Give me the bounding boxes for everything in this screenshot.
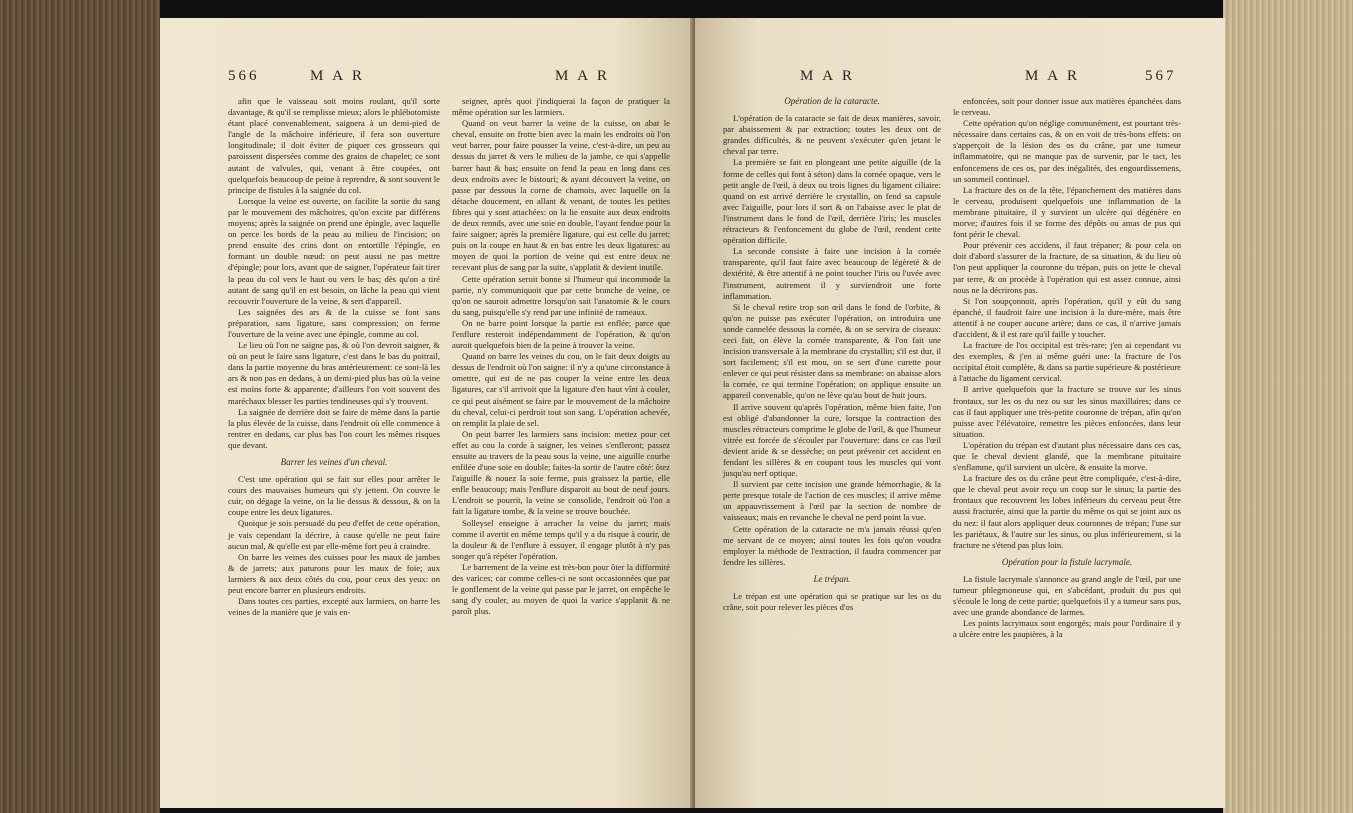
book-page-edges-left: [0, 0, 160, 813]
paragraph: afin que le vaisseau soit moins roulant, qu'il sorte davantage, & qu'il se remplisse mieux; alors le phlébotomiste étant placé convenablement, saignera à un demi-pied de l'angle de la mâchoire inférieure, il fera son ouverture longitudinale; il doit éviter de piquer ces grosseurs qui paroissent dispersées comme des grains de chapelet; ce sont autant de valvules, qui, venant à être coupées, ont quelquefois beaucoup de peine à reprendre, & sont souvent le principe de fistules à la saignée du col.: [228, 96, 440, 195]
book-page-edges-right: [1223, 0, 1353, 813]
paragraph: Quand on veut barrer la veine de la cuisse, on abat le cheval, ensuite on frotte bien avec la main les endroits où l'on veut barrer, pour faire pousser la veine, c'est-à-dire, un peu au dessus du jarret & vers le milieu de la jambe, ce qui s'appelle barrer haut & bas; ensuite on fend la peau en long dans ces deux endroits avec le bistouri; & ayant découvert la veine, on passe par dessous la corne de chamois, avec laquelle on la détache doucement, en allant & venant, de toutes les petites fibres qui y sont attachées: on la lie ensuite aux deux endroits de deux rennds, avec une soie en double, l'ayant fendue pour la faire saigner; après la première ligature, qui est celle du jarret; puis on la coupe en haut & en bas entre les deux ligatures: au moyen de quoi la portion de veine qui est entre deux ne recevant plus de sang par la suite, s'applatit & devient inutile.: [452, 118, 670, 273]
page-number-right: 567: [1145, 68, 1177, 84]
paragraph: Si l'on soupçonnoit, après l'opération, qu'il y eût du sang épanché, il faudroit faire une incision à la dure-mère, mais être attentif à ne couper aucune artère; dans ce cas, il n'arrive jamais d'accident, & il est rare qu'il faille y toucher.: [953, 295, 1181, 339]
paragraph: L'opération du trépan est d'autant plus nécessaire dans ces cas, que le cheval devient glandé, que la membrane pituitaire s'enflamme, qu'il survient un ulcère, & ensuite la morve.: [953, 439, 1181, 473]
paragraph: Solleysel enseigne à arracher la veine du jarret; mais comme il avertit en même temps qu'il y a du risque à courir, de la douleur & de l'enflure à essuyer, il engage plutôt à n'y pas songer qu'à répéter l'opération.: [452, 517, 670, 561]
paragraph: Le lieu où l'on ne saigne pas, & où l'on devroit saigner, & où on peut le faire sans ligature, c'est dans le bas du poitrail, dans la partie moyenne du bras antérieurement: ce sont-là les ars & non pas en dedans, à un demi-pied plus bas où la veine est moins forte & apparente; d'ailleurs l'on voit souvent des maréchaux blesser les parties tendineuses qui s'y trouvent.: [228, 340, 440, 406]
paragraph: Dans toutes ces parties, excepté aux larmiers, on barre les veines de la manière que je vais en-: [228, 596, 440, 618]
section-heading: Opération de la cataracte.: [784, 96, 880, 106]
paragraph: On barre les veines des cuisses pour les maux de jambes & de jarrets; aux paturons pour les maux de foie; aux larmiers & aux deux côtés du cou, pour ceux des yeux: on peut encore barrer en plusieurs endroits.: [228, 551, 440, 596]
paragraph: Il arrive quelquefois que la fracture se trouve sur les sinus frontaux, sur les os du nez ou sur les sinus maxillaires; dans ce cas il faut appliquer une très-petite couronne de trépan, afin qu'on puisse avec l'élévatoire, remettre les pièces enfoncées, dans leur situation.: [953, 384, 1181, 439]
paragraph: seigner, après quoi j'indiquerai la façon de pratiquer la même opération sur les larmiers.: [452, 96, 670, 118]
running-header-right-2: M A R: [1025, 68, 1081, 84]
paragraph: Le barrement de la veine est très-bon pour ôter la difformité des varices; car comme celles-ci ne sont occasionnées que par le gonflement de la veine qui passe par le jarret, on empêche le sang d'y couler, au moyen de quoi la varice s'applanit & ne paroît plus.: [452, 561, 670, 617]
left-page: [160, 18, 695, 808]
paragraph: La fracture de l'os occipital est très-rare; j'en ai cependant vu des exemples, & j'en ai même guéri une: la fracture de l'os occipital étoit complète, & dans sa partie supérieure & postérieure à l'attache du ligament cervical.: [953, 340, 1181, 384]
paragraph: Cette opération de la cataracte ne m'a jamais réussi qu'en me servant de ce moyen; ainsi toutes les fois qu'on voudra employer la méthode de l'extraction, il faudra commencer par fendre les sillères.: [723, 523, 941, 567]
running-header-left-2: M A R: [555, 68, 611, 84]
running-header-right-1: M A R: [800, 68, 856, 84]
paragraph: La seconde consiste à faire une incision à la cornée transparente, qu'il faut faire avec beaucoup de légèreté & de dextérité, & être attentif à ne point toucher l'iris ou l'uvée avec l'instrument, autrement il y surviendroit une forte inflammation.: [723, 246, 941, 301]
paragraph: Quoique je sois persuadé du peu d'effet de cette opération, je vais cependant la décrire, à cause qu'elle ne peut faire aucun mal, & qu'elle est par elle-même fort peu à craindre.: [228, 518, 440, 551]
section-heading: Opération pour la fistule lacrymale.: [1001, 556, 1133, 567]
paragraph: La fistule lacrymale s'annonce au grand angle de l'œil, par une tumeur phlegmoneuse qui, en s'abcédant, produit du pus qui s'écoule le long de cette partie; quelquefois il y a tumeur sans pus, avec une grande abondance de larmes.: [953, 573, 1181, 618]
section-heading: Le trépan.: [813, 573, 851, 584]
paragraph: La première se fait en plongeant une petite aiguille (de la forme de celles qui font à séton) dans la cornée opaque, vers le petit angle de l'œil, à deux ou trois lignes du ligament ciliaire: quand on est arrivé derrière le crystallin, on fend sa capsule avec l'aiguille, pour lors il sort & on l'abaisse avec le plat de l'instrument dans le fond de l'œil, derrière l'iris; les muscles rétracteurs & l'enfoncement du globe de l'œil, rendent cette opération difficile.: [723, 157, 941, 246]
right-page-column-1: [723, 96, 941, 613]
left-page-column-2: [452, 96, 670, 617]
paragraph: Le trépan est une opération qui se pratique sur les os du crâne, soit pour relever les pièces d'os: [723, 591, 941, 613]
paragraph: La saignée de derrière doit se faire de même dans la partie la plus élevée de la cuisse, dans l'endroit où elle commence à rentrer en dedans, car plus bas l'on court les mêmes risques que devant.: [228, 406, 440, 450]
paragraph: C'est une opération qui se fait sur elles pour arrêter le cours des mauvaises humeurs qui s'y jettent. On couvre le cuir, on dégage la veine, on la lie dessus & dessous, & on la coupe entre les deux ligatures.: [228, 474, 440, 518]
paragraph: On peut barrer les larmiers sans incision: mettez pour cet effet au cou la corde à saigner, les veines s'enfleront; passez ensuite au travers de la peau sous la veine, une aiguille courbe enfilée d'une soie en double; faites-la sortir de l'autre côté: ôtez l'aiguille & nouez la soie ferme, puis graissez la partie, elle enfle beaucoup; mais l'enflure disparoit au bout de neuf jours. L'endroit se pourrit, la veine se consolide, l'endroit où l'on a fait la ligature tombe, & la veine se trouve bouchée.: [452, 428, 670, 517]
right-page-column-2: [953, 96, 1181, 641]
page-number-left: 566: [228, 68, 260, 84]
paragraph: Si le cheval retire trop son œil dans le fond de l'orbite, & qu'on ne puisse pas exécuter l'opération, on introduira une sonde cannelée dessous la cornée, & on se servira de ciseaux: ceci fait, on élève la cornée transparente, & l'on fait une incision transversale à la membrane du crystallin; s'il est dur, il sort facilement; s'il est mou, on se sert d'une curette pour enlever ce qui peut résister dans sa membrane: on abaisse alors la cornée, ce qui termine l'opération; on applique ensuite un appareil convenable, qu'on ne lève qu'au bout de huit jours.: [723, 301, 941, 401]
paragraph: Les saignées des ars & de la cuisse se font sans préparation, sans ligature, sans compression; on ferme l'ouverture de la veine avec une épingle, comme au col.: [228, 306, 440, 339]
paragraph: L'opération de la cataracte se fait de deux manières, savoir, par abaissement & par extraction; toutes les deux ont de grandes difficultés, & ne peuvent s'exécuter qu'en jetant le cheval par terre.: [723, 113, 941, 157]
section-heading: Barrer les veines d'un cheval.: [280, 457, 388, 467]
paragraph: Il arrive souvent qu'après l'opération, même bien faite, l'on est obligé d'abandonner la cure, lorsque la contraction des muscles rétracteurs comprime le globe de l'œil, & que l'humeur vitrée est forcée de s'écouler par l'ouverture: dans ce cas l'œil devient aride & se dessèche; on peut prévenir cet accident en fendant les sillères & en coupant tous les muscles qui vont jusqu'au nerf optique.: [723, 401, 941, 479]
paragraph: Pour prévenir ces accidens, il faut trépaner; & pour cela on doit d'abord s'assurer de la fracture, de sa situation, & du lieu où l'on peut appliquer la couronne du trépan, puis on jette le cheval par terre, & on procède à l'opération qui est assez connue, ainsi nous ne la décrirons pas.: [953, 240, 1181, 295]
paragraph: Lorsque la veine est ouverte, on facilite la sortie du sang par le mouvement des mâchoires, qu'on excite par différens moyens; après la saignée on prend une épingle, avec laquelle on perce les bords de la peau au milieu de l'incision; on prend ensuite des crins dont on entortille l'épingle, en formant un double nœud: on peut aussi ne pas mettre d'épingle; pour lors, avant que de saigner, l'opérateur fait tirer la peau du col vers le haut ou vers le bas; dès qu'on a tiré autant de sang qu'il en est besoin, on lâche la peau qui vient recouvrir l'ouverture de la veine, & sert d'appareil.: [228, 195, 440, 306]
left-page-column-1: [228, 96, 440, 618]
paragraph: La fracture des os de la tête, l'épanchement des matières dans le cerveau, produisent quelquefois une inflammation de la membrane pituitaire, il y survient un ulcère qui dégénère en morve; d'autres fois il se forme des dépôts ou amas de pus qui font périr le cheval.: [953, 184, 1181, 240]
paragraph: Cette opération seroit bonne si l'humeur qui incommode la partie, n'y communiquoit que par cette branche de veine, ce qu'on ne sauroit admettre lorsqu'on sait l'anatomie & le cours du sang, puisqu'elle s'y rend par une infinité de rameaux.: [452, 273, 670, 317]
right-page: [695, 18, 1225, 808]
paragraph: On ne barre point lorsque la partie est enflée; parce que l'enflure resteroit indépendamment de l'opération, & qu'on auroit quelquefois bien de la peine à trouver la veine.: [452, 317, 670, 351]
paragraph: Il survient par cette incision une grande hémorrhagie, & la perte presque totale de l'action de ces muscles; il arrive même un appauvrissement à l'œil par la section de nombre de vaisseaux; mais en revanche le cheval ne perd point la vue.: [723, 479, 941, 523]
paragraph: Les points lacrymaux sont engorgés; mais pour l'ordinaire il y a ulcère entre les paupières, à la: [953, 618, 1181, 640]
running-header-left-1: M A R: [310, 68, 366, 84]
paragraph: enfoncées, soit pour donner issue aux matières épanchées dans le cerveau.: [953, 96, 1181, 118]
paragraph: La fracture des os du crâne peut être compliquée, c'est-à-dire, que le cheval peut avoir reçu un coup sur le sinus; la partie des frontaux que recouvrent les lobes inférieurs du cerveau peut être aussi fracturée, ainsi que la partie du même os qui se joint aux os du nez: il faut alors appliquer deux couronnes de trépan; l'une sur les pariétaux, & l'autre sur les sinus, ou plus inférieurement, si la fracture ne s'étend pas plus loin.: [953, 473, 1181, 550]
paragraph: Quand on barre les veines du cou, on le fait deux doigts au dessus de l'endroit où l'on saigne: il n'y a qu'une circonstance à omettre, qui est de ne pas couper la veine entre les deux ligatures, car s'il arrivoit que la ligature d'en haut vînt à couler, ce qui peut aisément se faire par le mouvement de la mâchoire du cheval, celui-ci perdroit tout son sang. L'opération achevée, on remplit la plaie de sel.: [452, 351, 670, 428]
paragraph: Cette opération qu'on néglige communément, est pourtant très-nécessaire dans certains cas, & on en voit de très-bons effets: on s'apperçoit de la lésion des os du crâne, par une tumeur inflammatoire, qui ne manque pas de survenir, par le tact, les enfoncemens de ces os, par des inégalités, des engourdissemens, un sommeil continuel.: [953, 118, 1181, 184]
